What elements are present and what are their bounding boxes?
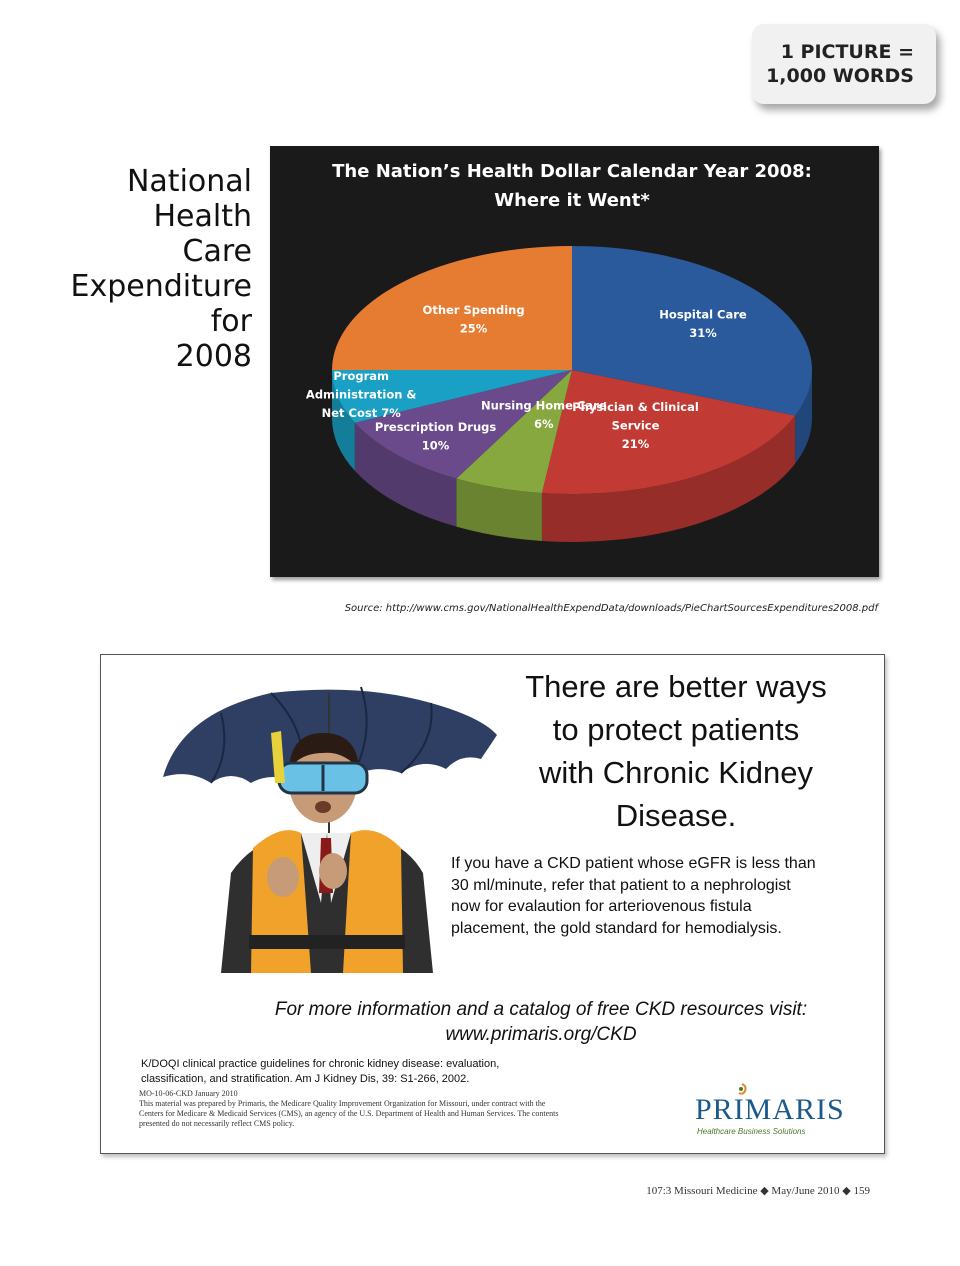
- ad-fine-line: presented do not necessarily reflect CMS policy.: [139, 1119, 295, 1128]
- ad-info-url[interactable]: www.primaris.org/CKD: [445, 1024, 637, 1045]
- pie-slice-label: 31%: [689, 326, 717, 341]
- ad-body-line: now for evalaution for arteriovenous fistula: [451, 898, 752, 915]
- pie-slice-label: Net Cost 7%: [321, 405, 401, 420]
- logo-tagline: Healthcare Business Solutions: [697, 1127, 806, 1136]
- chart-source: Source: http://www.cms.gov/NationalHealthExpendData/downloads/PieChartSourcesExpenditures2008.pdf: [344, 603, 878, 614]
- page-footer: 107:3 Missouri Medicine ◆ May/June 2010 ◆ 159: [646, 1185, 870, 1197]
- pie-slice-label: Nursing Home Care: [480, 398, 607, 413]
- chart-title-line: Where it Went*: [494, 190, 650, 211]
- ad-body-line: placement, the gold standard for hemodialysis.: [451, 919, 782, 937]
- ad-headline: [491, 665, 861, 837]
- badge-line-2: 1,000 WORDS: [766, 65, 914, 87]
- ad-body-line: If you have a CKD patient whose eGFR is less than: [451, 855, 816, 872]
- man-with-umbrella-illustration: [161, 673, 501, 973]
- pie-chart: [270, 146, 879, 577]
- pie-chart-panel: [270, 146, 879, 577]
- pie-slice-label: Prescription Drugs: [374, 419, 497, 434]
- pie-slice-label: Program: [333, 368, 390, 383]
- pie-slice-label: 21%: [621, 437, 650, 452]
- pie-slice-label: Service: [611, 418, 660, 433]
- pie-slice-label: 25%: [459, 321, 488, 336]
- pie-slice-label: Physician & Clinical: [572, 400, 699, 415]
- side-title: [40, 164, 252, 374]
- logo-name: PRIMARIS: [695, 1093, 845, 1126]
- pie-slice-label: 10%: [421, 438, 450, 453]
- badge-line-1: 1 PICTURE =: [780, 41, 914, 63]
- pie-slice-label: Other Spending: [422, 302, 525, 317]
- ad-headline-line: Disease.: [615, 798, 737, 833]
- chart-title-line: The Nation’s Health Dollar Calendar Year 2008:: [332, 161, 812, 182]
- picture-words-badge: [752, 24, 936, 104]
- ad-info-line: For more information and a catalog of free CKD resources visit:: [274, 999, 808, 1020]
- pie-slice-label: Administration &: [305, 387, 417, 402]
- ad-headline-line: to protect patients: [552, 712, 800, 747]
- ckd-advertisement: [100, 654, 885, 1154]
- side-title-line: Health: [153, 199, 252, 234]
- side-title-line: National: [126, 164, 252, 199]
- primaris-logo: [695, 1085, 855, 1141]
- ad-fine-line: MO-10-06-CKD January 2010: [139, 1089, 238, 1098]
- ad-fine-line: This material was prepared by Primaris, the Medicare Quality Improvement Organization for Missouri, under contract with the: [139, 1099, 546, 1108]
- side-title-line: for: [210, 304, 252, 339]
- ad-info: [241, 997, 841, 1047]
- side-title-line: 2008: [175, 339, 252, 374]
- ad-headline-line: with Chronic Kidney: [539, 755, 813, 790]
- side-title-line: Expenditure: [70, 269, 252, 304]
- ad-fine-line: Centers for Medicare & Medicaid Services (CMS), an agency of the U.S. Department of Health and Human Services. The contents: [139, 1109, 559, 1118]
- side-title-line: Care: [182, 234, 252, 269]
- ad-reference: [141, 1057, 571, 1087]
- pie-slice-label: Hospital Care: [659, 307, 747, 322]
- ad-reference-line: K/DOQI clinical practice guidelines for chronic kidney disease: evaluation,: [141, 1058, 500, 1070]
- pie-slice-label: 6%: [534, 417, 554, 432]
- ad-headline-line: There are better ways: [525, 669, 827, 704]
- ad-fine-print: [139, 1089, 609, 1129]
- ad-reference-line: classification, and stratification. Am J Kidney Dis, 39: S1-266, 2002.: [141, 1073, 470, 1085]
- ad-body-line: 30 ml/minute, refer that patient to a nephrologist: [451, 876, 791, 894]
- ad-body-text: [451, 853, 851, 939]
